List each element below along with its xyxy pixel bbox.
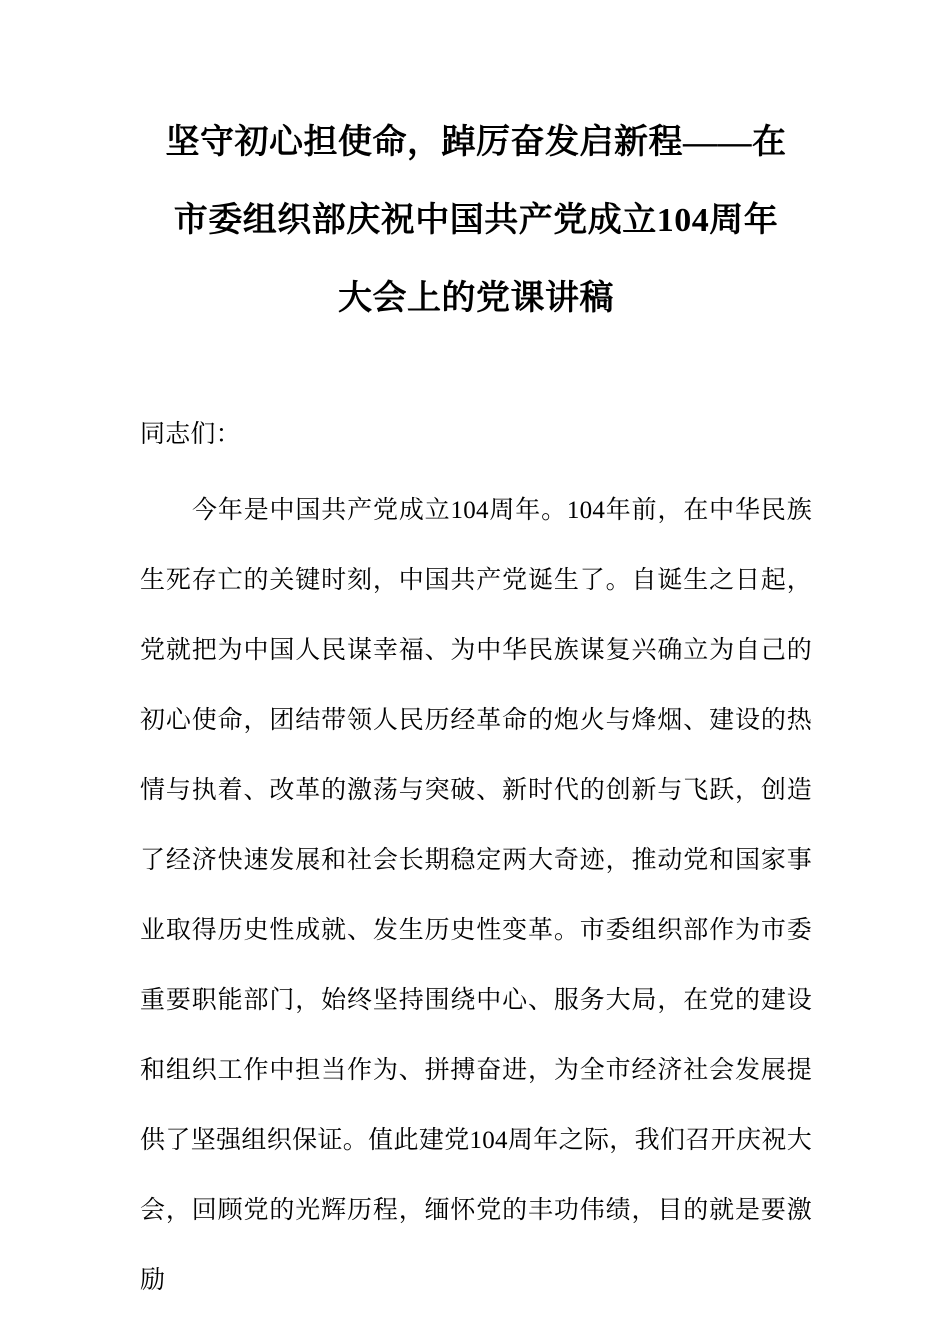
- title-line-1: 坚守初心担使命，踔厉奋发启新程——在: [165, 124, 787, 161]
- body-paragraph-1: 今年是中国共产党成立104周年。104年前，在中华民族生死存亡的关键时刻，中国共产党诞生了。自诞生之日起，党就把为中国人民谋幸福、为中华民族谋复兴确立为自己的初心使命，团结带领人民历经革命的炮火与烽烟、建设的热情与执着、改革的激荡与突破、新时代的创新与飞跃，创造了经济快速发展和社会长期稳定两大奇迹，推动党和国家事业取得历史性成就、发生历史性变革。市委组织部作为市委重要职能部门，始终坚持围绕中心、服务大局，在党的建设和组织工作中担当作为、拼搏奋进，为全市经济社会发展提供了坚强组织保证。值此建党104周年之际，我们召开庆祝大会，回顾党的光辉历程，缅怀党的丰功伟绩，目的就是要激励: [140, 497, 812, 1294]
- title-line-2: 市委组织部庆祝中国共产党成立104周年: [173, 202, 779, 239]
- title-line-3: 大会上的党课讲稿: [338, 280, 614, 317]
- salutation: 同志们：: [140, 421, 241, 448]
- page-title: [140, 0, 812, 338]
- document-content-column: [140, 0, 812, 1316]
- document-body: [140, 400, 812, 1316]
